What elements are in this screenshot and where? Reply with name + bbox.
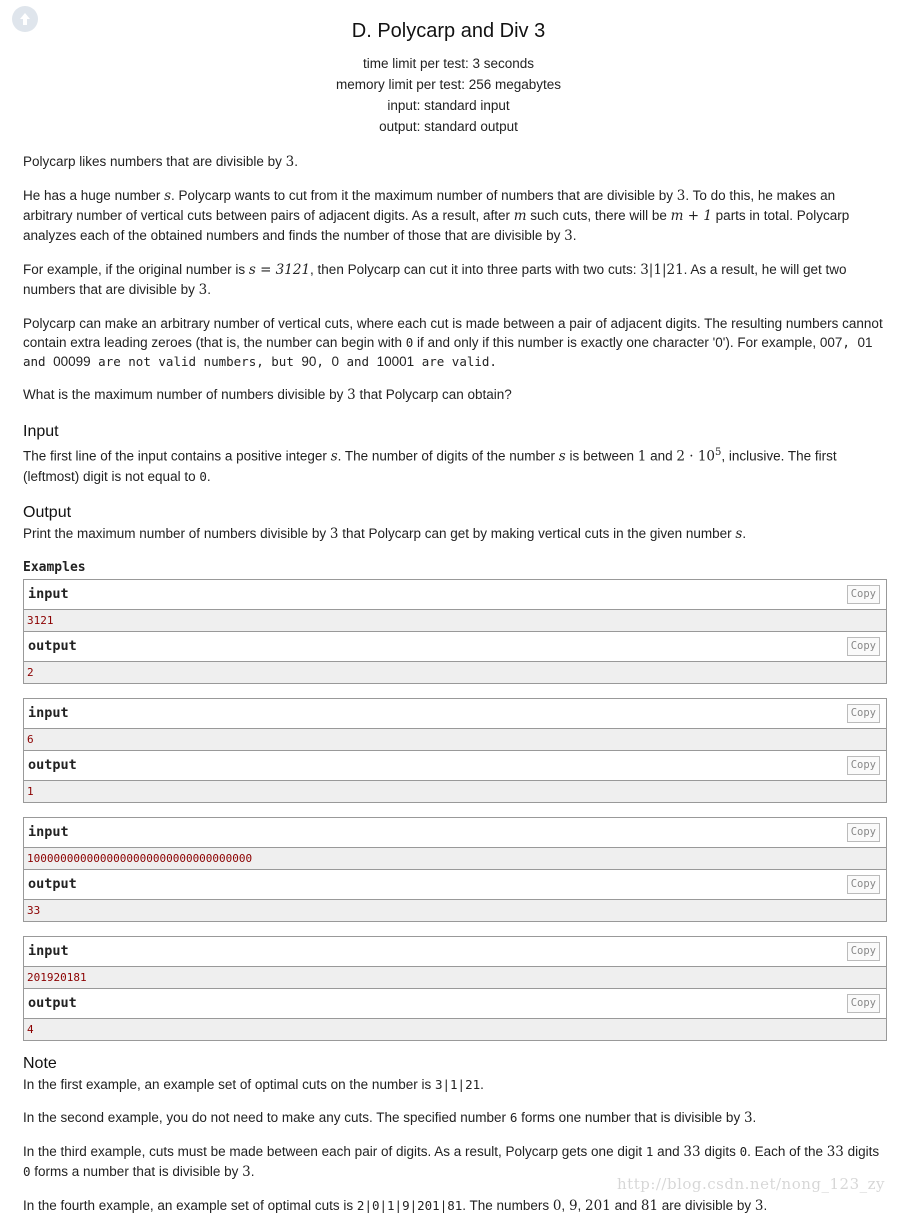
copy-button[interactable]: Copy [847,756,880,775]
input-description: The first line of the input contains a positive integer s. The number of digits of the number s is between 1 and $2 \cdot 10^5$, inclusive. The first (leftmost) digit is not equal to 0. [23,447,837,484]
output-label: output [28,876,77,892]
example-input-header [24,818,886,848]
example-box [23,698,887,803]
example-box [23,579,887,684]
input-label: input [28,705,69,721]
output-spec: output: standard output [379,119,518,134]
copy-button[interactable]: Copy [847,823,880,842]
output-label: output [28,757,77,773]
arrow-up-circle-icon[interactable] [12,6,38,32]
copy-button[interactable]: Copy [847,994,880,1013]
example-output-value: 1 [24,781,886,802]
example-input-value: 1000000000000000000000000000000000 [24,848,886,870]
statement [23,152,887,405]
copy-button[interactable]: Copy [847,585,880,604]
example-box [23,936,887,1041]
example-output-header [24,870,886,900]
example-input-header [24,937,886,967]
time-limit: time limit per test: 3 seconds [362,56,535,71]
copy-button[interactable]: Copy [847,637,880,656]
note-paragraph: In the fourth example, an example set of optimal cuts is 2|0|1|9|201|81. The numbers 0, 9, 201 and 81 are divisible by 3. [23,1197,768,1214]
section-title: Input [23,423,59,440]
example-output-header [24,989,886,1019]
statement-paragraph: What is the maximum number of numbers divisible by 3 that Polycarp can obtain? [23,387,512,403]
input-label: input [28,943,69,959]
examples-title: Examples [23,559,86,575]
memory-limit: memory limit per test: 256 megabytes [335,77,562,92]
example-output-value: 2 [24,662,886,683]
input-spec: input: standard input [387,98,510,113]
section-title: Note [23,1054,57,1072]
copy-button[interactable]: Copy [847,704,880,723]
statement-paragraph: He has a huge number s. Polycarp wants to cut from it the maximum number of numbers that are divisible by 3. To do this, he makes an arbitrary number of vertical cuts between pairs of adjacent digits. As a result, after m such cuts, there will be m + 1 parts in total. Polycarp analyzes each of the obtained numbers and finds the number of those that are divisible by 3. [23,188,850,244]
copy-button[interactable]: Copy [847,875,880,894]
note-paragraph: In the second example, you do not need to make any cuts. The specified number 6 forms one number that is divisible by 3. [23,1109,757,1126]
example-output-value: 33 [24,900,886,921]
output-label: output [28,638,77,654]
section-title: Output [23,503,72,521]
example-input-value: 201920181 [24,967,886,989]
example-output-header [24,632,886,662]
statement-paragraph: Polycarp can make an arbitrary number of vertical cuts, where each cut is made between a pair of adjacent digits. The resulting numbers cannot contain extra leading zeroes (that is, the number can begin with 0 if and only if this number is exactly one character '0'). For example, 007, 01 and 00099 are not valid numbers, but 90, 0 and 10001 are valid. [23,316,883,369]
problem-header [0,0,897,137]
watermark: http://blog.csdn.net/nong_123_zy [617,1175,885,1193]
example-output-value: 4 [24,1019,886,1040]
example-output-header [24,751,886,781]
input-section [23,423,887,486]
note-paragraph: In the third example, cuts must be made between each pair of digits. As a result, Polycarp gets one digit 1 and 33 digits 0. Each of the 33 digits 0 forms a number that is divisible by 3. [23,1143,880,1180]
input-label: input [28,824,69,840]
statement-paragraph: For example, if the original number is s = 3121, then Polycarp can cut it into three parts with two cuts: 3|1|21. As a result, he will get two numbers that are divisible by 3. [23,262,847,298]
example-input-value: 6 [24,729,886,751]
example-input-header [24,699,886,729]
example-input-value: 3121 [24,610,886,632]
input-label: input [28,586,69,602]
example-box [23,817,887,922]
output-section [23,504,887,544]
output-description: Print the maximum number of numbers divisible by 3 that Polycarp can get by making vertical cuts in the given number s. [23,525,747,542]
note-paragraph: In the first example, an example set of optimal cuts on the number is 3|1|21. [23,1076,484,1092]
problem-content [23,152,887,1230]
statement-paragraph: Polycarp likes numbers that are divisible by 3. [23,154,298,170]
problem-title: D. Polycarp and Div 3 [351,20,546,42]
example-input-header [24,580,886,610]
examples-list [23,579,887,1041]
copy-button[interactable]: Copy [847,942,880,961]
output-label: output [28,995,77,1011]
